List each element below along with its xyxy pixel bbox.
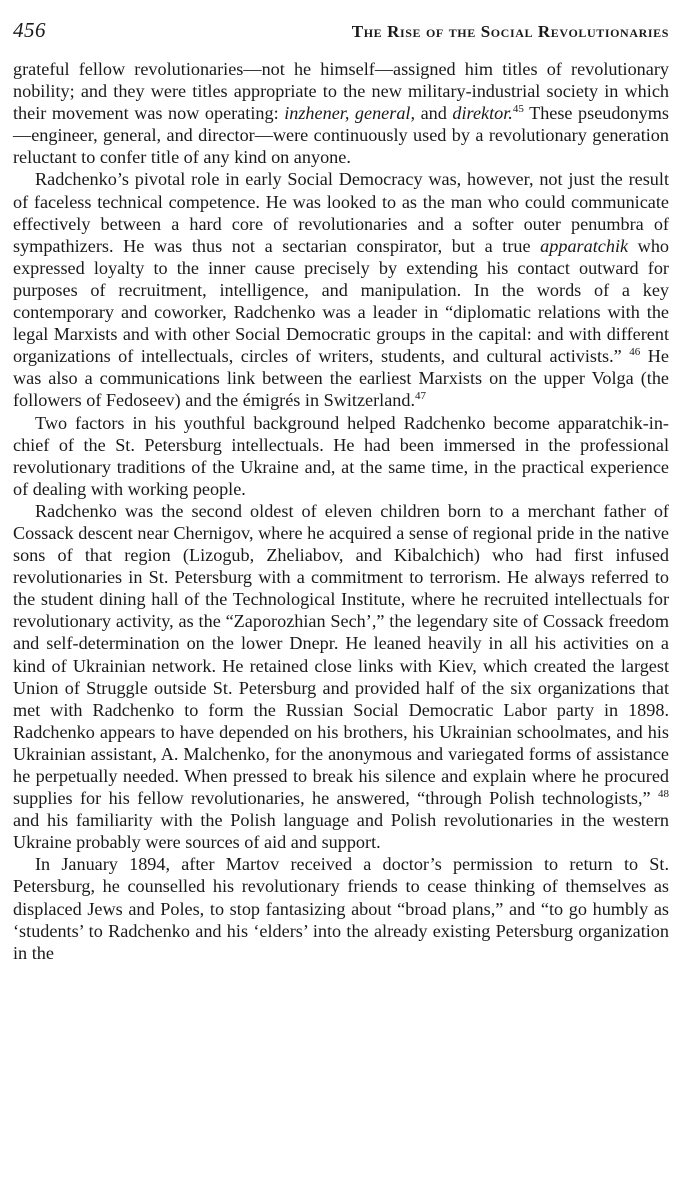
text-run: Radchenko was the second oldest of eleven children born to a merchant father of Cossack descent near Chernigov, where he acquired a sense of regional pride in the native sons of that region (Lizogub, Zheliabov, and Kibalchich) who had first infused revolutionaries in St. Petersburg with a commitment to terrorism. He always referred to the student dining hall of the Technological Institute, where he recruited intellectuals for revolutionary activity, as the “Zaporozhian Sech’,” the legendary site of Cossack freedom and self-determination on the lower Dnepr. He leaned heavily in all his activities on a kind of Ukrainian network. He retained close links with Kiev, which created the largest Union of Struggle outside St. Petersburg and provided half of the six organizations that met with Radchenko to form the Russian Social Democratic Labor party in 1898. Radchenko appears to have depended on his brothers, his Ukrainian schoolmates, and his Ukrainian assistant, A. Malchenko, for the anonymous and variegated forms of assistance he perpetually needed. When pressed to break his silence and explain where he procured supplies for his fellow revolutionaries, he answered, “through Polish technologists,” — [13, 500, 669, 809]
paragraph — [13, 412, 669, 500]
paragraph — [13, 853, 669, 963]
running-title: The Rise of the Social Revolutionaries — [351, 22, 669, 41]
paragraph — [13, 58, 669, 168]
footnote-ref: 47 — [415, 390, 427, 403]
page-number: 456 — [13, 18, 46, 42]
footnote-ref: 48 — [658, 788, 669, 801]
italic-text: direktor. — [452, 103, 513, 124]
text-run: These pseudonyms—engineer, general, and director—were continuously used by a revolutionary generation reluctant to confer title of any kind on anyone. — [13, 103, 669, 168]
text-run: In January 1894, after Martov received a doctor’s permission to return to St. Petersburg, he counselled his revolutionary friends to cease thinking of themselves as displaced Jews and Poles, to stop fantasizing about “broad plans,” and “to go humbly as ‘students’ to Radchenko and his ‘elders’ into the already existing Petersburg organization in the — [13, 854, 669, 963]
paragraph — [13, 168, 669, 411]
italic-text: apparatchik — [540, 235, 629, 256]
text-run: Two factors in his youthful background helped Radchenko become apparatchik-in-chief of the St. Petersburg intellectuals. He had been immersed in the professional revolutionary traditions of the Ukraine and, at the same time, in the practical experience of dealing with working people. — [13, 412, 669, 499]
footnote-ref: 46 — [629, 346, 641, 359]
text-run: grateful fellow revolutionaries—not he himself—assigned him titles of revolutionary nobility; and they were titles appropriate to the new military-industrial society in which their movement was now operating: — [13, 59, 669, 124]
italic-text: inzhener, general, — [284, 103, 416, 124]
paragraph — [13, 500, 669, 854]
text-run: He was also a communications link between the earliest Marxists on the upper Volga (the followers of Fedoseev) and the émigrés in Switzerland. — [13, 346, 669, 411]
text-run: who expressed loyalty to the inner cause precisely by extending his contact outward for purposes of recruitment, intelligence, and manipulation. In the words of a key contemporary and coworker, Radchenko was a leader in “diplomatic relations with the legal Marxists and with other Social Democratic groups in the capital: and with different organizations of intellectuals, circles of writers, students, and cultural activists.” — [13, 235, 670, 367]
footnote-ref: 45 — [512, 103, 524, 116]
text-run: and his familiarity with the Polish language and Polish revolutionaries in the western Ukraine probably were sources of aid and support. — [13, 810, 669, 853]
page-header — [13, 18, 669, 48]
text-run: and — [415, 103, 453, 124]
body-text — [13, 58, 669, 964]
text-run: Radchenko’s pivotal role in early Social Democracy was, however, not just the result of faceless technical competence. He was looked to as the man who could communicate effectively between a hard core of revolutionaries and a softer outer penumbra of sympathizers. He was thus not a sectarian conspirator, but a true — [13, 169, 669, 256]
